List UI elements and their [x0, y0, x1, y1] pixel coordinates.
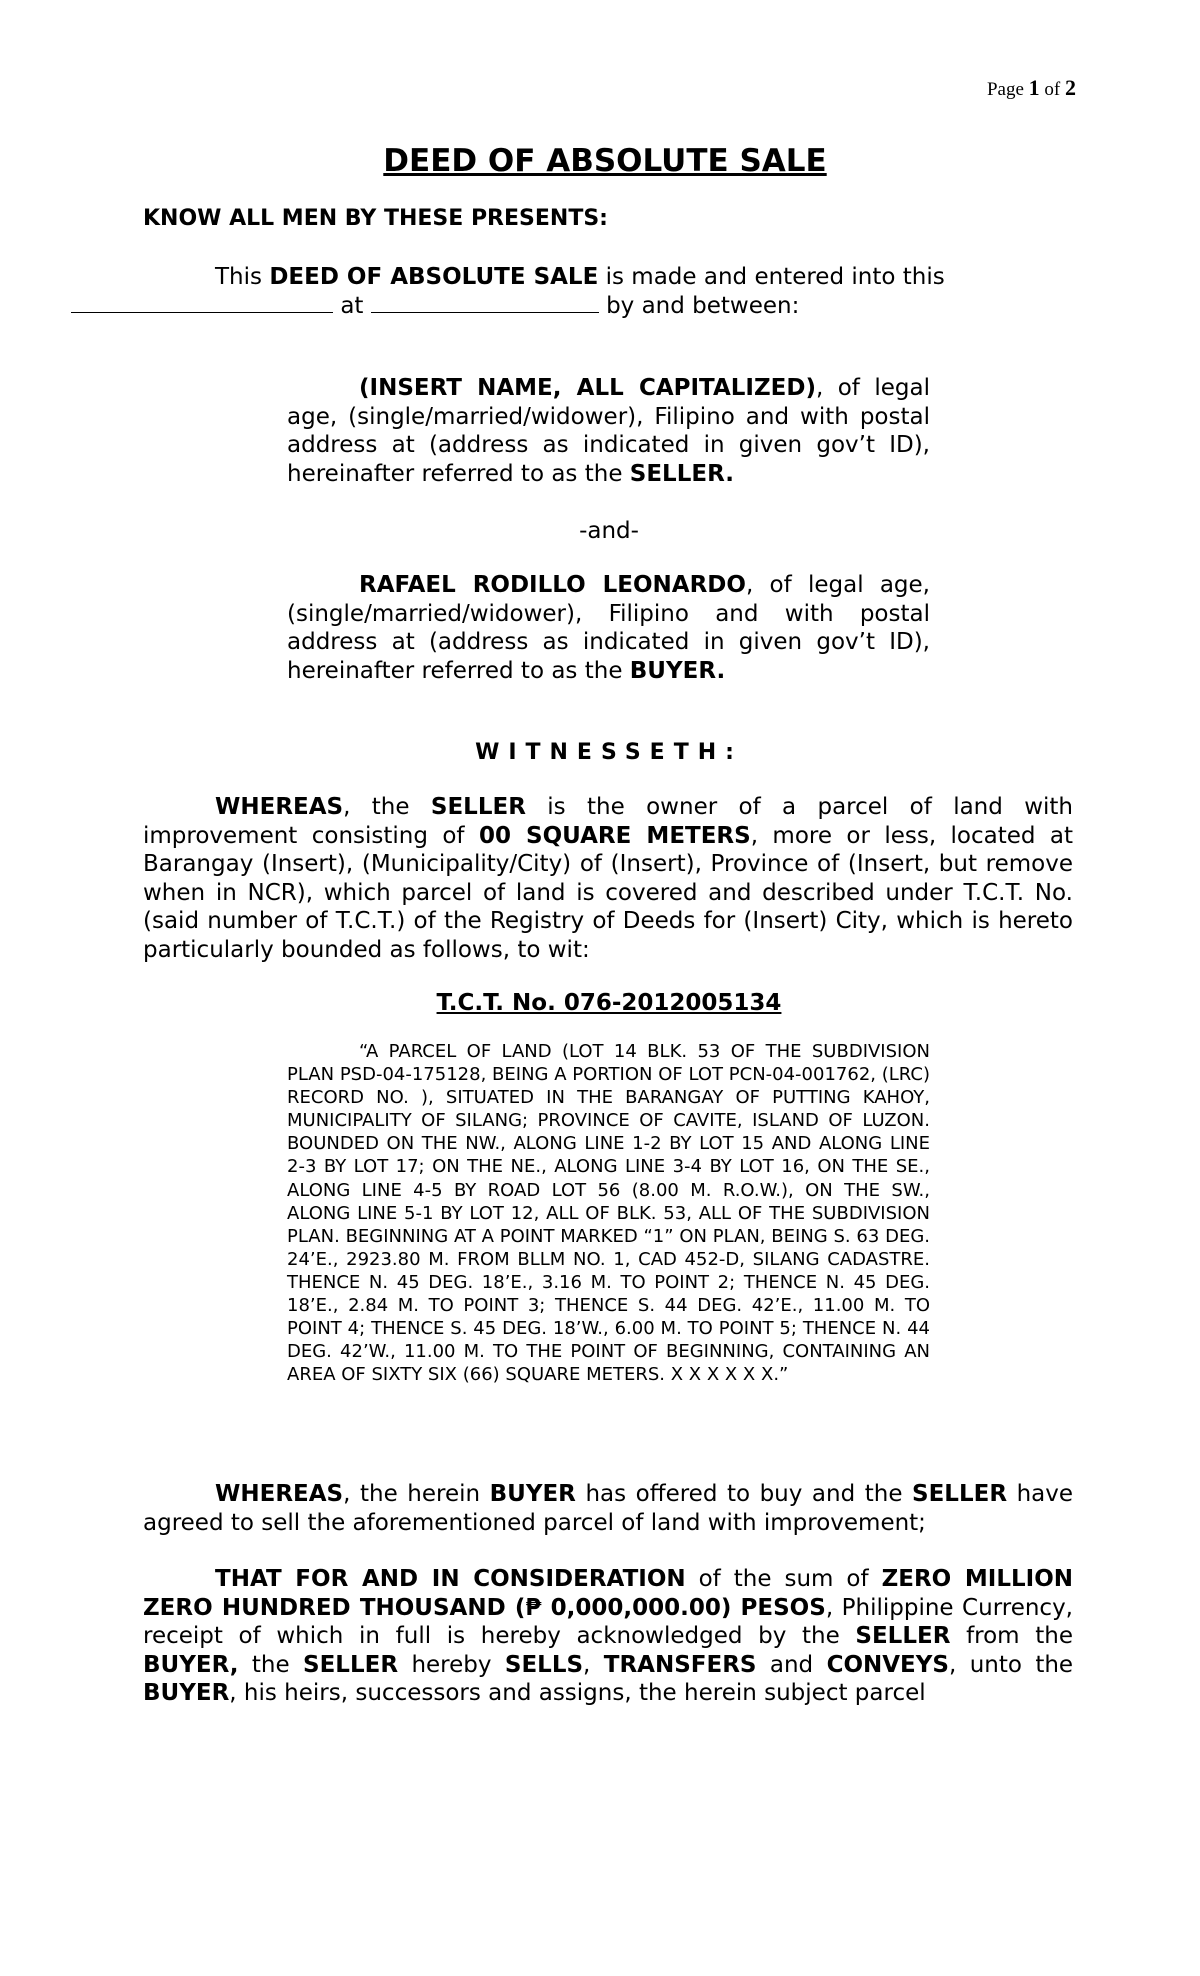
land-description: “A PARCEL OF LAND (LOT 14 BLK. 53 OF THE SUBDIVISION PLAN PSD-04-175128, BEING A PORTION OF LOT PCN-04-001762, (LRC) RECORD NO. ), SITUATED IN THE BARANGAY OF PUTTING KAHOY, MUNICIPALITY OF SILANG; PROVINCE OF CAVITE, ISLAND OF LUZON. BOUNDED ON THE NW., ALONG LINE 1-2 BY LOT 15 AND ALONG LINE 2-3 BY LOT 17; ON THE NE., ALONG LINE 3-4 BY LOT 16, ON THE SE., ALONG LINE 4-5 BY ROAD LOT 56 (8.00 M. R.O.W.), ON THE SW., ALONG LINE 5-1 BY LOT 12, ALL OF BLK. 53, ALL OF THE SUBDIVISION PLAN. BEGINNING AT A POINT MARKED “1” ON PLAN, BEING S. 63 DEG. 24’E., 2923.80 M. FROM BLLM NO. 1, CAD 452-D, SILANG CADASTRE. THENCE N. 45 DEG. 18’E., 3.16 M. TO POINT 2; THENCE N. 45 DEG. 18’E., 2.84 M. TO POINT 3; THENCE S. 44 DEG. 42’E., 11.00 M. TO POINT 4; THENCE S. 45 DEG. 18’W., 6.00 M. TO POINT 5; THENCE N. 44 DEG. 42’W., 11.00 M. TO THE POINT OF BEGINNING, CONTAINING AN AREA OF SIXTY SIX (66) SQUARE METERS. X X X X X X.”: [287, 1041, 930, 1386]
consideration-seller-2: SELLER: [303, 1651, 399, 1678]
intro-deed-title: DEED OF ABSOLUTE SALE: [269, 264, 599, 290]
intro-text-1: This: [215, 264, 262, 290]
consideration-text-7: and: [769, 1651, 814, 1678]
page-label: Page: [986, 79, 1024, 100]
consideration-seller-1: SELLER: [855, 1623, 951, 1649]
consideration-text-5: hereby: [411, 1651, 492, 1678]
whereas-1-seller: SELLER: [430, 794, 526, 820]
and-separator: -and-: [579, 518, 639, 544]
consideration-buyer-1: BUYER,: [143, 1651, 239, 1678]
seller-name: (INSERT NAME, ALL CAPITALIZED): [359, 375, 816, 401]
tct-heading: T.C.T. No. 076-2012005134: [436, 990, 782, 1016]
consideration-conveys: CONVEYS: [826, 1651, 949, 1678]
buyer-paragraph: [287, 571, 930, 685]
opening-heading: KNOW ALL MEN BY THESE PRESENTS:: [143, 206, 608, 231]
intro-paragraph: [143, 263, 1073, 320]
whereas-2-text-1: , the herein: [343, 1481, 481, 1507]
consideration-text-8: , unto the: [949, 1651, 1074, 1678]
consideration-text-2: , Philippine Currency, receipt of which in full is hereby acknowledged by the: [143, 1594, 1073, 1649]
whereas-2-seller: SELLER: [912, 1481, 1008, 1507]
whereas-1-area: 00 SQUARE METERS: [478, 822, 751, 849]
whereas-1-text-2: is the owner of a parcel of land with improvement consisting of: [143, 794, 1074, 849]
seller-details: , of legal age, (single/married/widower), Filipino and with postal address at (address as indicated in given gov’t ID), hereinafter referred to as the: [287, 375, 930, 487]
seller-role: SELLER.: [629, 460, 734, 487]
consideration-sells: SELLS: [504, 1651, 584, 1678]
document-title: DEED OF ABSOLUTE SALE: [383, 143, 827, 179]
consideration-text-6: ,: [583, 1651, 591, 1678]
page-total: 2: [1065, 75, 1076, 100]
consideration-text-1: of the sum of: [698, 1566, 869, 1592]
consideration-text-9: , his heirs, successors and assigns, the herein subject parcel: [229, 1680, 926, 1706]
consideration-text-4: the: [251, 1651, 290, 1678]
intro-at: at: [340, 292, 364, 319]
buyer-details: , of legal age, (single/married/widower), Filipino and with postal address at (address as indicated in given gov’t ID), hereinafter referred to as the: [287, 572, 930, 684]
whereas-offer-paragraph: [143, 1480, 1073, 1537]
intro-text-2: is made and entered into this: [605, 264, 945, 290]
consideration-text-3: from the: [966, 1623, 1073, 1649]
whereas-1-text-3: , more or less, located at Barangay (Insert), (Municipality/City) of (Insert), Province of (Insert, but remove when in NCR), which parcel of land is covered and described under T.C.T. No. (said number of T.C.T.) of the Registry of Deeds for (Insert) City, which is hereto particularly bounded as follows, to wit:: [143, 822, 1074, 963]
page-number: [960, 75, 1076, 101]
consideration-buyer-2: BUYER: [143, 1680, 230, 1706]
buyer-role: BUYER.: [629, 657, 726, 684]
whereas-ownership-paragraph: [143, 793, 1073, 964]
consideration-paragraph: [143, 1565, 1073, 1708]
witnesseth-heading: WITNESSETH:: [475, 740, 743, 765]
consideration-transfers: TRANSFERS: [603, 1651, 757, 1678]
page-current: 1: [1028, 75, 1040, 100]
buyer-name: RAFAEL RODILLO LEONARDO: [359, 572, 746, 598]
consideration-amount: ZERO MILLION ZERO HUNDRED THOUSAND (₱ 0,000,000.00) PESOS: [143, 1566, 1074, 1621]
whereas-1-text-1: , the: [343, 794, 410, 820]
whereas-2-text-3: have agreed to sell the aforementioned parcel of land with improvement;: [143, 1481, 1074, 1536]
whereas-2-keyword: WHEREAS: [215, 1481, 344, 1507]
consideration-keyword: THAT FOR AND IN CONSIDERATION: [215, 1566, 686, 1592]
whereas-1-keyword: WHEREAS: [215, 794, 344, 820]
seller-paragraph: [287, 374, 930, 488]
whereas-2-buyer: BUYER: [489, 1481, 576, 1507]
intro-text-3: by and between:: [606, 292, 800, 319]
date-blank: [71, 292, 333, 313]
whereas-2-text-2: has offered to buy and the: [585, 1481, 903, 1507]
place-blank: [371, 292, 599, 313]
page-of-label: of: [1044, 79, 1061, 100]
